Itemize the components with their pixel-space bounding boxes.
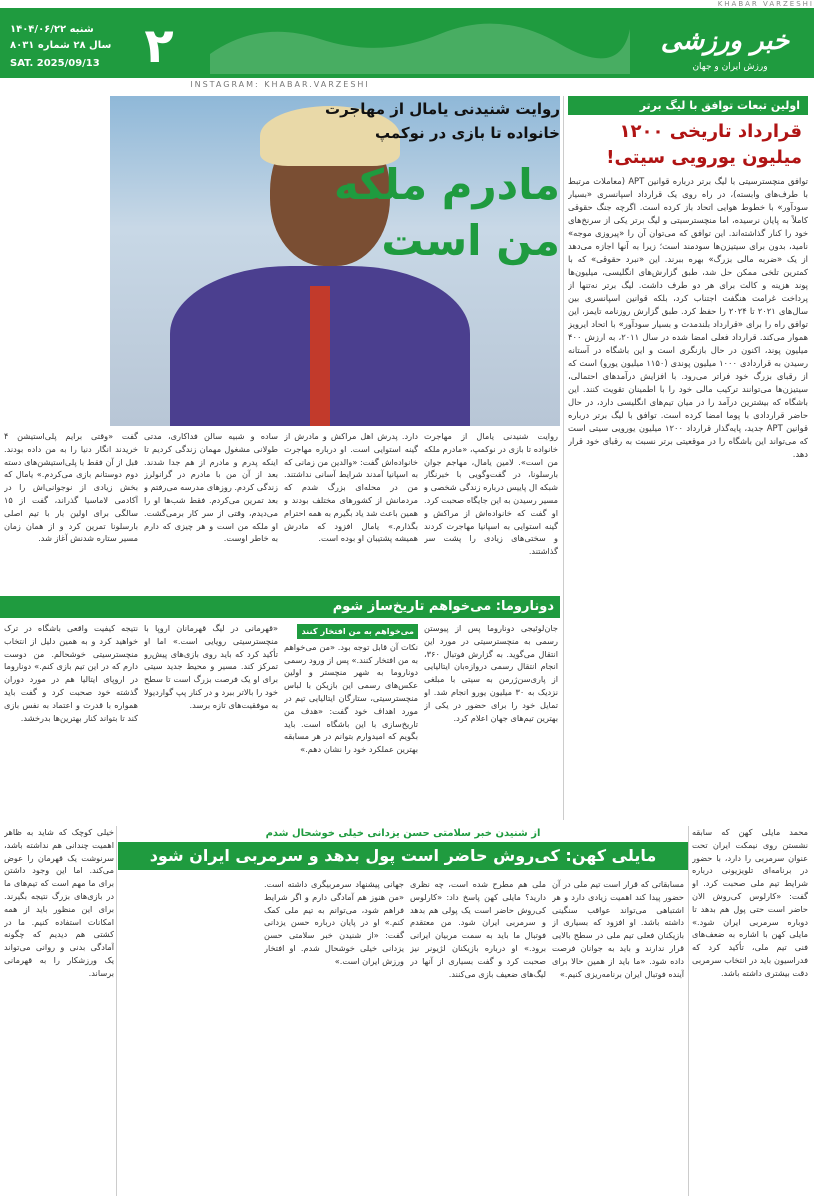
shirt-stripe — [310, 286, 330, 426]
page-number: ۲ — [144, 18, 174, 74]
lamine-col-4: گفت «وقتی برایم پلی‌استیشن ۴ خریدند انگار دنیا را به من داده بودند. قبل از آن فقط با پلی‌استیشن‌های دسته دوم دوستانم بازی می‌کردم.» یامال که بخش زیادی از نوجوانی‌اش را در آکادمی لاماسیا گذراند، گفت از ۱۵ سالگی برای اولین بار با تیم اصلی بارسلونا تمرین کرد و از همان زمان مسیر ستاره شدنش آغاز شد. — [4, 431, 138, 544]
column-divider-3 — [116, 826, 117, 1196]
lamine-big-title-2: من است — [381, 216, 560, 265]
lamine-col-3: ساده و شبیه سالن فداکاری، مدتی طولانی مشغول مهمان زندگی کردیم تا اینکه پدرم و مادرم از هم جدا شدند. بعد از آن من با مادرم در گرانولرز زندگی کردم. روزهای مدرسه می‌رفتم و بعد تمرین می‌کردم. فقط شب‌ها او را می‌دیدم، وقتی از سر کار برمی‌گشت. او ملکه من است و هر چیزی که دارم به خاطر اوست. — [144, 431, 278, 544]
lamine-big-title-1: مادرم ملکه — [334, 160, 560, 209]
mainz-headline: مایلی کهن: کی‌روش حاضر است پول بدهد و سرمربی ایران شود — [118, 842, 688, 870]
donnarumma-headline: دوناروما: می‌خواهم تاریخ‌ساز شوم — [0, 596, 560, 618]
mainz-col-3: ملی هم مطرح شده است، چه نظری دارید؟ مایلی کهن پاسخ داد: «کارلوس کی‌روش حاضر است یک پولی هم بدهد و سرمربی ایران شود. من معتقدم فوتبال ما باید به سمت مربیان ایرانی برود.» او درباره بازیکنان لژیونر نیز صحبت کرد و گفت بسیاری از آنها در لیگ‌های ضعیف بازی می‌کنند. — [410, 879, 546, 979]
mainz-col-4: جهانی پیشنهاد سرمربیگری داشته است. «من هنوز هم آمادگی دارم و اگر شرایط فراهم شود، می‌توانم به تیم ملی کمک کنم.» او در پایان درباره حسن یزدانی گفت: «از شنیدن خبر سلامتی حسن یزدانی خیلی خوشحال شدم. او افتخار ورزش ایران است.» — [264, 879, 404, 966]
logo: خبر ورزشی — [660, 26, 790, 56]
date-persian: شنبه ۱۴۰۴/۰۶/۲۲ — [10, 24, 94, 35]
masthead — [0, 0, 814, 92]
map-decoration — [200, 14, 640, 74]
donnarumma-col-2-wrap — [284, 622, 418, 822]
city-story — [568, 96, 808, 855]
issue-number: سال ۲۸ شماره ۸۰۳۱ — [10, 40, 112, 51]
mainz-col-1: محمد مایلی کهن که سابقه نشستن روی نیمکت ایران تحت عنوان سرمربی را دارد، با حضور در برنامه‌ای تلویزیونی درباره شرایط تیم ملی صحبت کرد. او گفت: «کارلوس کی‌روش الان حاضر است حتی پول هم بدهد تا دوباره سرمربی ایران شود.» مایلی کهن با اشاره به ضعف‌های فنی تیم ملی، تأکید کرد که فدراسیون باید در انتخاب سرمربی دقت بیشتری داشته باشد. — [692, 827, 808, 978]
donnarumma-col-2: نکات آن قابل توجه بود. «من می‌خواهم به من افتخار کنند.» پس از ورود رسمی دوناروما به شهر منچستر و اولین عکس‌های رسمی این بازیکن با لباس منچسترسیتی، ستارگان ایتالیایی تیم در مورد اهداف خود گفت: «هدف من تاریخ‌سازی با این باشگاه است. باید بگویم که امیدوارم بتوانم در هر مسابقه بهترین عملکرد خود را نشان دهم.» — [284, 641, 418, 755]
city-body: توافق منچسترسیتی با لیگ برتر درباره قوانین APT (معاملات مرتبط با طرف‌های وابسته)، در راه روی یک قرارداد اسپانسری «بسیار سودآور» با خطوط هوایی اتحاد باز کرده است. اگرچه جنگ حقوقی کاملاً به پایان نرسیده، اما منچسترسیتی و لیگ برتر یکی از سرنخ‌های خود را کنار گذاشته‌اند. این توافق که می‌توان آن را «پیروزی موجه» نامید، بدون برای سیتیزن‌ها سودمند است؛ زیرا به آنها اجازه می‌دهد از یک «ضربه مالی بزرگ» بهره ببرند. این «نبرد حقوقی» که با کمترین تلخی ممکن حل شد، طبق گزارش‌های انگلیسی، میلیون‌ها پوند هزینه و کالت برای هر دو طرف داشت. لیگ برتر نه‌تنها از پرداخت غرامت هنگفت اجتناب کرد، بلکه قوانین اسپانسری بین سال‌های ۲۰۲۱ تا ۲۰۲۴ را حفظ کرد. طبق گزارش روزنامه تایمز، این توافق راه را برای «قرارداد بلندمدت و بسیار سودآور» با اتحاد ایرویز هموار می‌کند. قرارداد فعلی امضا شده در سال ۲۰۱۱، به ارزش ۴۰۰ میلیون پوند، اکنون در حال بازنگری است و این باشگاه در آستانه رسیدن به قراردادی ۱۰۰۰ میلیون پوندی (۱۱۵۰ میلیون یورو) است که از رقبای بزرگ خود فراتر می‌رود. با افزایش درآمدهای احتمالی، سیتیزن‌ها می‌توانند ترکیب مالی خود را با اطمینان تقویت کنند. این باشگاه که بیشترین درآمد را در میان تیم‌های انگلیسی دارد، در حال حاضر قراردادی با پوما امضا کرده است. توافق با لیگ برتر درباره قوانین APT جدید، پایه‌گذار قرارداد ۱۲۰۰ میلیون یورویی سیتی است که می‌تواند این باشگاه را در موقعیتی برتر نسبت به رقبای خود قرار دهد. — [568, 176, 808, 459]
mainz-kicker: از شنیدن خبر سلامتی حسن یزدانی خیلی خوشحال شدم — [265, 828, 541, 839]
logo-subtitle: ورزش ایران و جهان — [692, 62, 768, 72]
city-kicker: اولین تبعات توافق با لیگ برتر — [568, 96, 808, 115]
donnarumma-col-4: نتیجه کیفیت واقعی باشگاه در ترک خواهید کرد و به همین دلیل از انتخاب منچسترسیتی خوشحالم. من دوست دارم که در این تیم بازی کنم.» دوناروما در اروپای ایتالیا هم در مورد دوران گذشته خود صحبت کرد و گفت باید همواره با قدرت و اعتماد به نفس بازی کند تا بتواند کنار بهترین‌ها بدرخشد. — [4, 623, 138, 723]
lamine-col-1: روایت شنیدنی یامال از مهاجرت خانواده تا بازی در نوکمپ، «مادرم ملکه من است». لامین یامال، مهاجم جوان بارسلونا، در گفت‌وگویی با خبرنگار شبکه ال پاییس درباره زندگی شخصی و مسیر رسیدن به این جایگاه صحبت کرد. او گفت که خانواده‌اش از مراکش و گینه استوایی به اسپانیا مهاجرت کردند و سختی‌های زیادی را پشت سر گذاشتند. — [424, 431, 558, 557]
masthead-top-label: KHABAR VARZESHI — [717, 0, 814, 8]
donnarumma-col-3: «قهرمانی در لیگ قهرمانان اروپا با منچسترسیتی رویایی است.» اما او تأکید کرد که باید روی بازی‌های پیش‌رو تمرکز کند. مسیر و محیط جدید سیتی برای او یک فرصت بزرگ است تا سطح خود را بالاتر ببرد و در کنار پپ گواردیولا به موفقیت‌های تازه برسد. — [144, 623, 278, 710]
donnarumma-subhead: می‌خواهم به من افتخار کنند — [297, 624, 418, 639]
column-divider — [563, 96, 564, 820]
column-divider-2 — [688, 826, 689, 1196]
mainz-col-2: مسابقاتی که قرار است تیم ملی در آن حضور پیدا کند اهمیت زیادی دارد و هر اشتباهی می‌تواند عواقب سنگینی داشته باشد. او افزود که بسیاری از بازیکنان فعلی تیم ملی در سطح بالایی قرار ندارند و باید به جوانان فرصت داده شود. «ما باید از همین حالا برای آینده فوتبال ایران برنامه‌ریزی کنیم.» — [552, 879, 684, 979]
lamine-col-2: دارد. پدرش اهل مراکش و مادرش از گینه استوایی است. او درباره مهاجرت خانواده‌اش گفت: «والدین من زمانی که به اسپانیا آمدند شرایط آسانی نداشتند. من در محله‌ای بزرگ شدم که مردمانش از کشورهای مختلف بودند و همین باعث شد یاد بگیرم به همه احترام بگذارم.» یامال افزود که مادرش همیشه پشتیبان او بوده است. — [284, 431, 418, 544]
instagram-handle: INSTAGRAM: KHABAR.VARZESHI — [190, 80, 370, 89]
donnarumma-col-1: جان‌لوئیجی دوناروما پس از پیوستن رسمی به منچسترسیتی در مورد این انتقال می‌گوید. به گزارش فوتبال ۳۶۰، انجام انتقال رسمی دروازه‌بان ایتالیایی از پاری‌سن‌ژرمن به سیتی با مبلغی نزدیک به ۳۰ میلیون یورو انجام شد. او تمایل خود را برای حضور در یکی از بهترین تیم‌های جهان اعلام کرد. — [424, 623, 558, 723]
mainz-col-5: خیلی کوچک که شاید به ظاهر اهمیت چندانی هم نداشته باشد، سرنوشت یک قهرمان را عوض می‌کند. اما این وجود داشتن برای ما مهم است که تیم‌های ما در بازی‌های بزرگ نتیجه بگیرند. برای این منظور باید از همه امکانات استفاده کنیم. ما در کشتی هم دیدیم که چگونه آمادگی بدنی و روانی می‌تواند یک ورزشکار را به قهرمانی برساند. — [4, 827, 114, 978]
lamine-title-line2: خانواده تا بازی در نوکمپ — [374, 124, 560, 142]
lamine-title-line1: روایت شنیدنی یامال از مهاجرت — [325, 100, 560, 118]
date-english: SAT. 2025/09/13 — [10, 58, 100, 69]
city-headline: قرارداد تاریخی ۱۲۰۰ میلیون یورویی سیتی! — [606, 121, 802, 168]
